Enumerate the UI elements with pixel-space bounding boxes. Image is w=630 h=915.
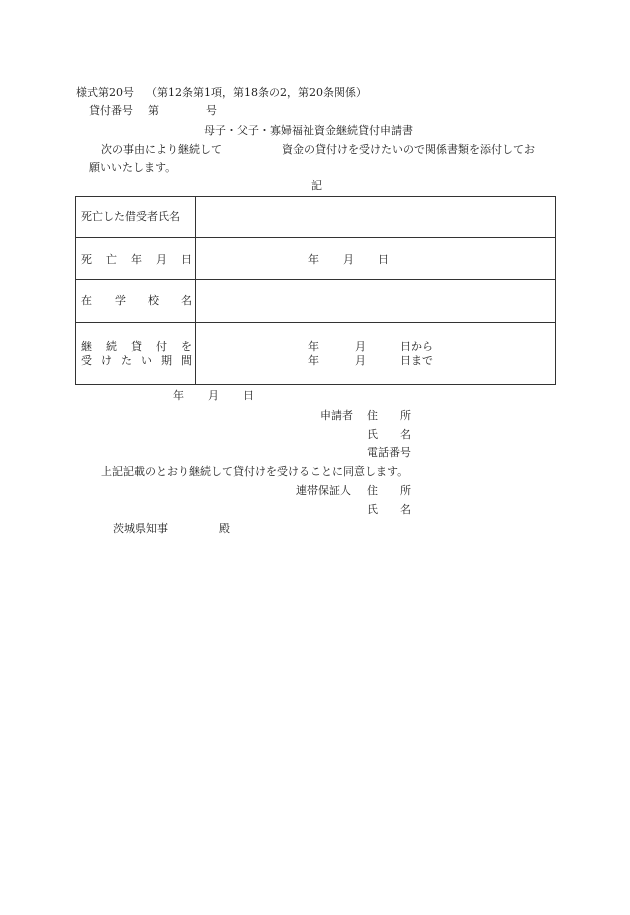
table-row-divider [76,279,555,280]
info-table: 死亡した借受者氏名 死 亡 年 月 日 年 月 日 在 学 校 名 継 続 貸 付 を 受 け た い 期 間 年 月 日から 年 月 日まで [75,196,556,385]
addressee-name: 茨城県知事 [113,522,168,535]
intro-after: 資金の貸付けを受けたいので関係書類を添付してお [282,143,535,156]
table-row-divider [76,322,555,323]
addressee-honorific: 殿 [219,522,230,535]
document-title: 母子・父子・寡婦福祉資金継続貸付申請書 [204,124,413,137]
period-from-month: 月 [355,340,366,353]
form-number: 様式第20号 [76,86,134,99]
death-year: 年 [308,253,319,266]
applicant-address-label: 住 所 [367,409,411,422]
period-to-year: 年 [308,354,319,367]
guarantor-name-label: 氏 名 [367,503,411,516]
table-column-divider [195,197,196,384]
applicant-label: 申請者 [320,409,353,422]
application-day: 日 [243,389,254,402]
form-reference: （第12条第1項，第18条の2，第20条関係） [146,86,367,99]
ki-heading: 記 [311,179,322,192]
period-from-day: 日から [400,340,433,353]
loan-number-suffix: 号 [206,104,217,117]
death-month: 月 [343,253,354,266]
period-from-year: 年 [308,340,319,353]
loan-number-label: 貸付番号 [89,104,133,117]
intro-before: 次の事由により継続して [101,143,222,156]
death-day: 日 [378,253,389,266]
consent-statement: 上記記載のとおり継続して貸付けを受けることに同意します。 [101,465,409,478]
guarantor-label: 連帯保証人 [296,484,351,497]
table-row-divider [76,237,555,238]
loan-number-prefix: 第 [148,104,159,117]
guarantor-address-label: 住 所 [367,484,411,497]
intro-line2: 願いいたします。 [89,161,177,174]
application-year: 年 [173,389,184,402]
applicant-phone-label: 電話番号 [367,446,411,459]
applicant-name-label: 氏 名 [367,428,411,441]
deceased-borrower-name-label: 死亡した借受者氏名 [81,210,180,223]
application-month: 月 [208,389,219,402]
period-to-month: 月 [355,354,366,367]
period-to-day: 日まで [400,354,433,367]
